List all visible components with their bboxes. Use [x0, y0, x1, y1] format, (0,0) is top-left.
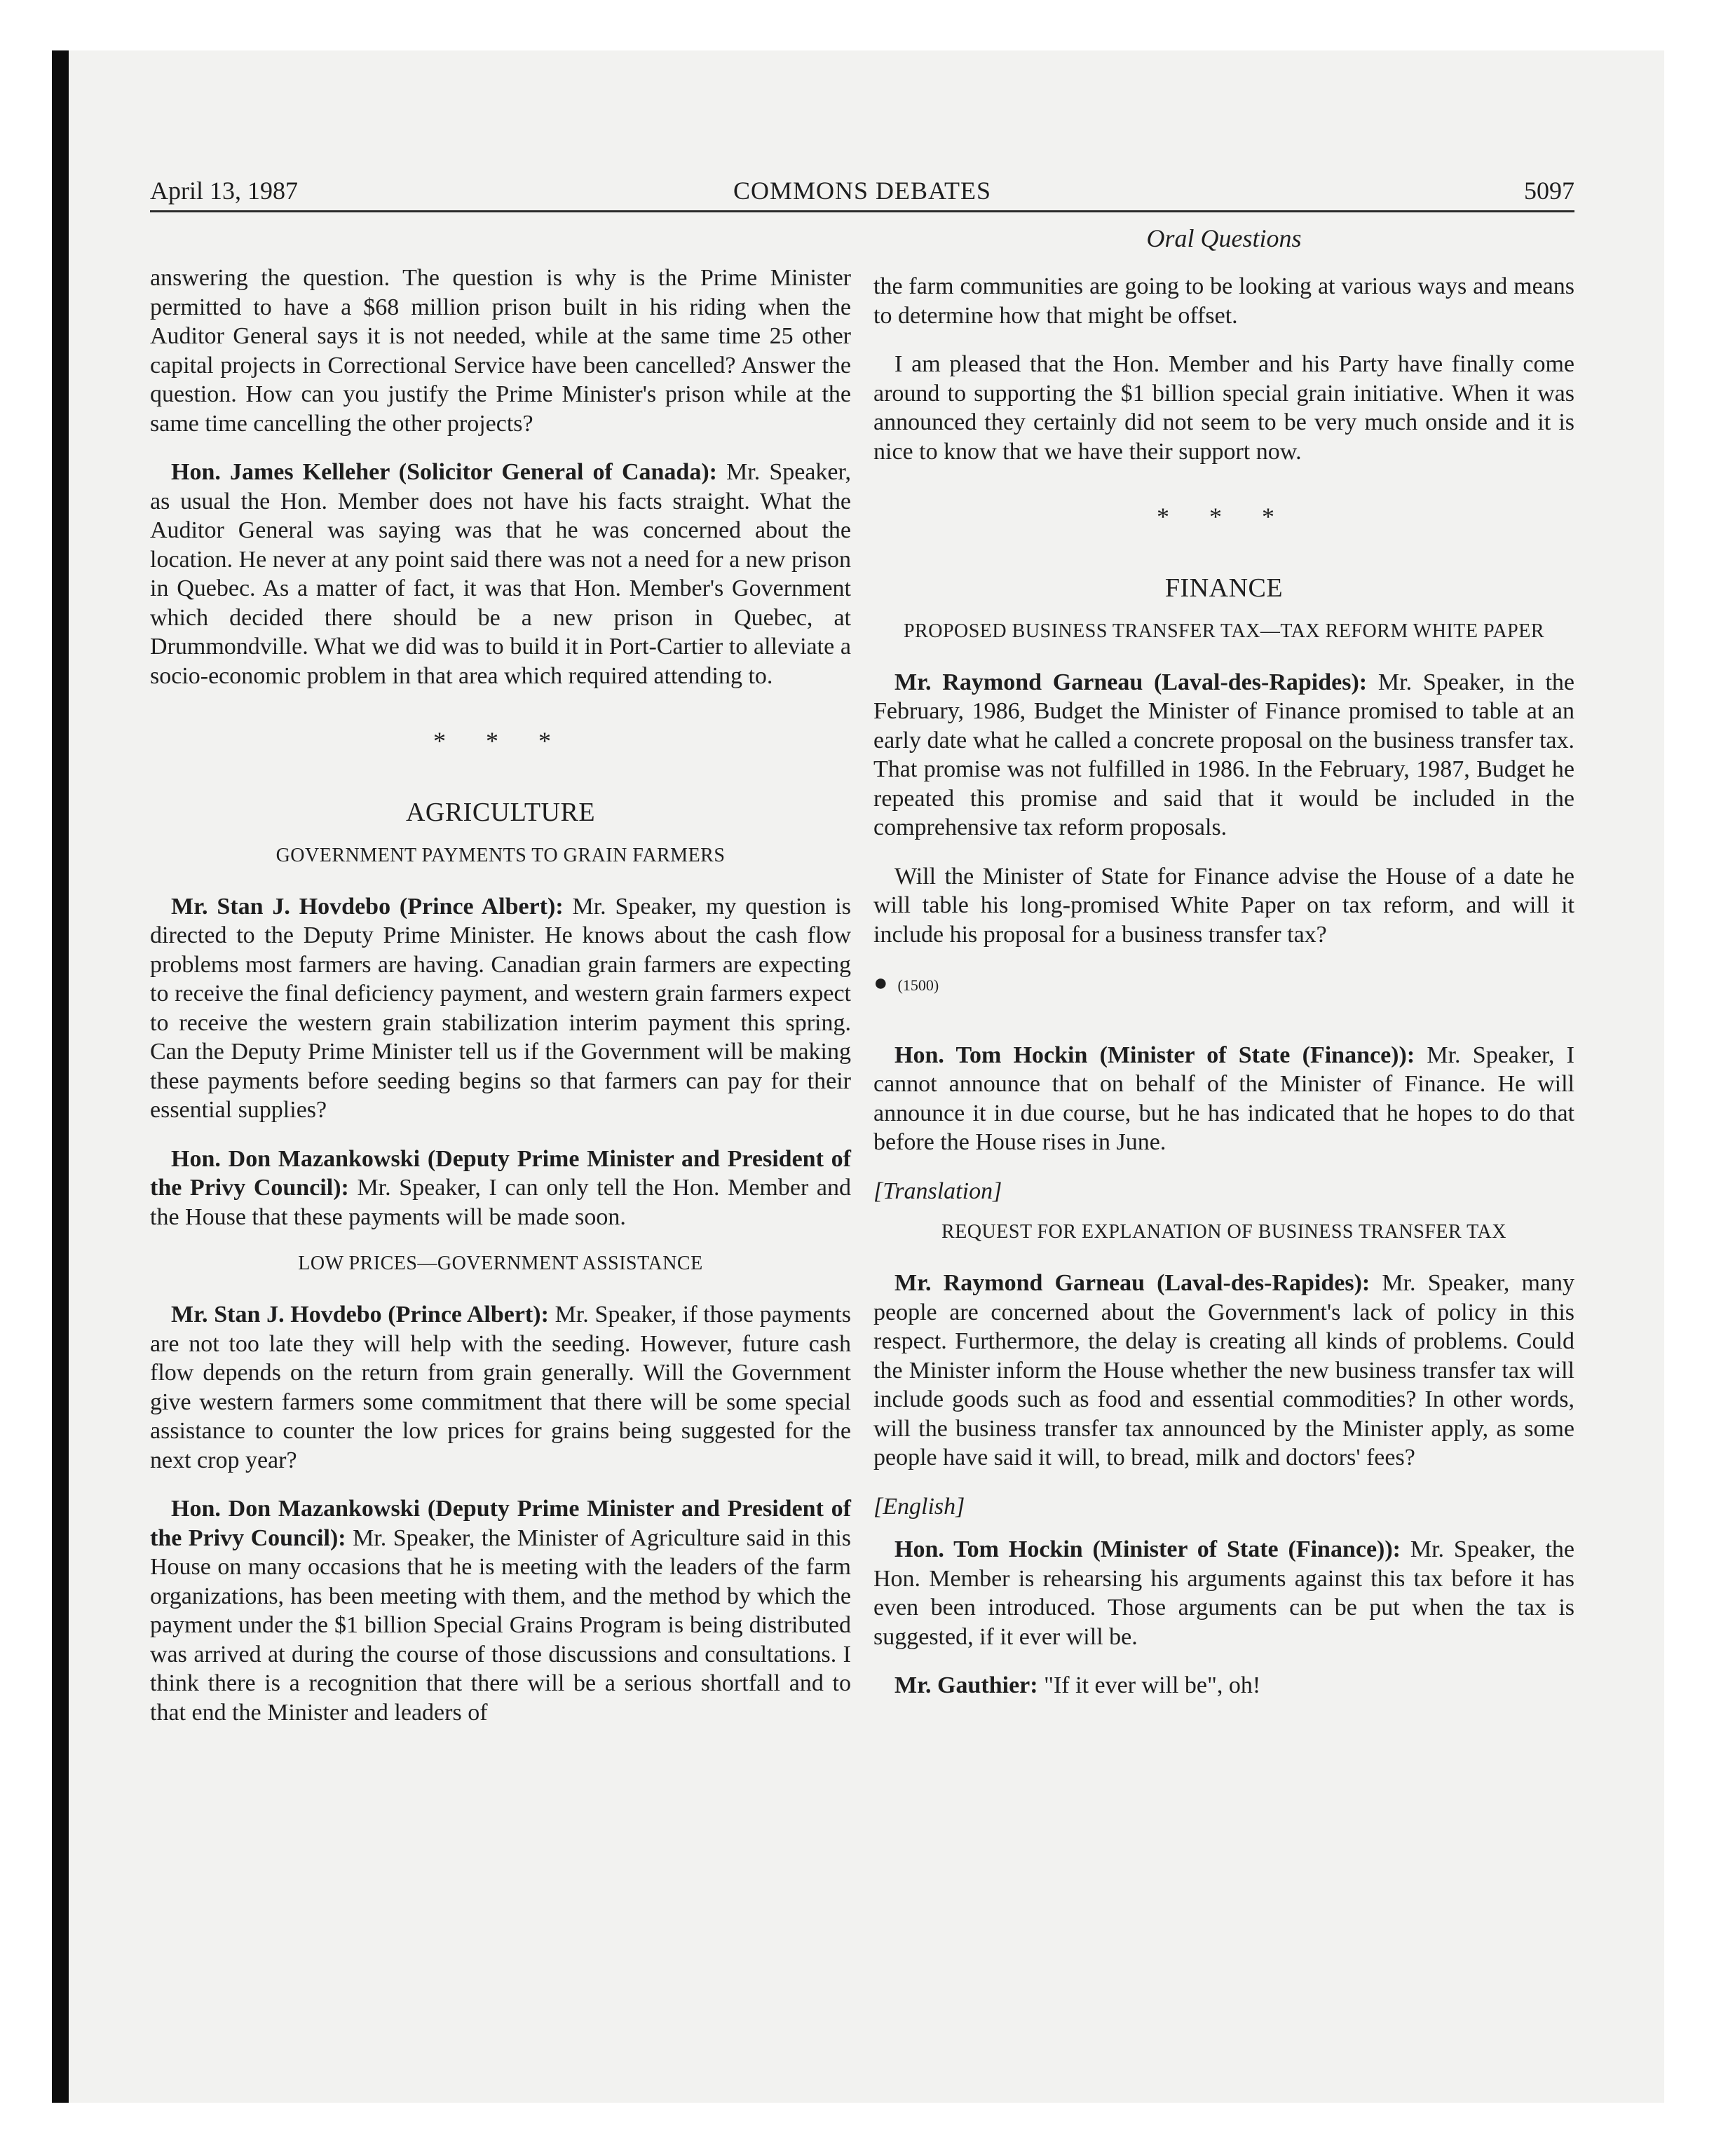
speaker-name: Mr. Raymond Garneau (Laval-des-Rapides):	[894, 1270, 1370, 1296]
paragraph	[150, 1494, 851, 1727]
header-page-number: 5097	[1524, 177, 1574, 205]
speaker-name: Mr. Stan J. Hovdebo (Prince Albert):	[171, 893, 564, 920]
speech-text: Mr. Speaker, the Minister of Agriculture said in this House on many occasions that he is meeting with the leaders of the farm organizations, has been meeting with them, and the method by which the payment under the $1 billion Special Grains Program is being distributed was arrived at during the course of those discussions and consultations. I think there is a recognition that there will be a serious shortfall and to that end the Minister and leaders of	[150, 1524, 851, 1726]
paragraph	[873, 1535, 1574, 1651]
speaker-name: Mr. Gauthier:	[894, 1672, 1038, 1698]
section-label: Oral Questions	[1146, 224, 1302, 252]
section-heading: FINANCE	[1164, 573, 1284, 603]
speech-text: Mr. Speaker, my question is directed to the Deputy Prime Minister. He knows about the cash flow problems most farmers are having. Canadian grain farmers are expecting to receive the final deficiency payment, and western grain farmers expect to receive the western grain stabilization interim payment this spring. Can the Deputy Prime Minister tell us if the Government will be making these payments before seeding begins so that farmers can pay for their essential supplies?	[150, 893, 851, 1123]
speaker-name: Hon. Don Mazankowski (Deputy Prime Minister and President of the Privy Council):	[150, 1496, 851, 1551]
paragraph	[873, 1671, 1574, 1700]
subsection-heading: LOW PRICES—GOVERNMENT ASSISTANCE	[298, 1253, 703, 1274]
speaker-name: Hon. Tom Hockin (Minister of State (Finance)):	[894, 1536, 1401, 1562]
section-divider: * * *	[433, 727, 568, 755]
paragraph	[150, 458, 851, 690]
subsection-heading: GOVERNMENT PAYMENTS TO GRAIN FARMERS	[275, 844, 726, 866]
paragraph	[873, 1269, 1574, 1473]
scan-border	[52, 50, 69, 2103]
speech-text: Mr. Speaker, as usual the Hon. Member does not have his facts straight. What the Auditor General was saying was that he was concerned about the location. He never at any point said there was not a need for a new prison in Quebec. As a matter of fact, it was that Hon. Member's Government which decided there should be a new prison in Quebec, at Drummondville. What we did was to build it in Port-Cartier to alleviate a socio-economic problem in that area which required attending to.	[150, 459, 851, 689]
section-heading: AGRICULTURE	[405, 797, 596, 827]
speaker-name: Hon. Don Mazankowski (Deputy Prime Minister and President of the Privy Council):	[150, 1145, 851, 1201]
speech-text: Mr. Speaker, many people are concerned about the Government's lack of policy in this respect. Furthermore, the delay is creating all kinds of problems. Could the Minister inform the House whether the new business transfer tax will include goods such as food and essential commodities? In other words, will the business transfer tax announced by the Minister apply, as some people have said it will, to bread, milk and doctors' fees?	[873, 1270, 1575, 1471]
paragraph: I am pleased that the Hon. Member and his Party have finally come around to supporting the $1 billion special grain initiative. When it was announced they certainly did not seem to be very much onside and it is nice to know that we have their support now.	[873, 351, 1574, 465]
right-column	[873, 224, 1574, 1720]
speech-text: Mr. Speaker, I can only tell the Hon. Member and the House that these payments will be made soon.	[150, 1175, 851, 1230]
paragraph: answering the question. The question is why is the Prime Minister permitted to have a $68 million prison built in his riding when the Auditor General says it is not needed, while at the same time 25 other capital projects in Correctional Service have been cancelled? Answer the question. How can you justify the Prime Minister's prison while at the same time cancelling the other projects?	[150, 265, 851, 437]
subsection-heading: REQUEST FOR EXPLANATION OF BUSINESS TRANSFER TAX	[941, 1221, 1506, 1243]
paragraph: the farm communities are going to be looking at various ways and means to determine how that might be offset.	[873, 273, 1574, 329]
paragraph	[150, 1145, 851, 1232]
subsection-heading: PROPOSED BUSINESS TRANSFER TAX—TAX REFORM WHITE PAPER	[903, 620, 1545, 642]
left-column	[150, 264, 851, 1747]
header-date: April 13, 1987	[150, 177, 298, 205]
bullet-icon: ●	[873, 970, 888, 996]
paragraph: Will the Minister of State for Finance advise the House of a date he will table his long-promised White Paper on tax reform, and will it include his proposal for a business transfer tax?	[873, 863, 1574, 948]
timestamp-text: (1500)	[897, 976, 939, 994]
section-divider: * * *	[1157, 503, 1291, 531]
speech-text: "If it ever will be", oh!	[1037, 1672, 1261, 1698]
running-header	[150, 171, 1574, 212]
speech-text: Mr. Speaker, the Hon. Member is rehearsing his arguments against this tax before it has even been introduced. Those arguments can be put when the tax is suggested, if it ever will be.	[873, 1536, 1574, 1650]
paragraph	[873, 1041, 1574, 1157]
speaker-name: Mr. Stan J. Hovdebo (Prince Albert):	[171, 1302, 549, 1328]
language-marker: [English]	[873, 1493, 965, 1520]
speaker-name: Hon. James Kelleher (Solicitor General of Canada):	[171, 459, 717, 485]
header-publication: COMMONS DEBATES	[733, 177, 992, 205]
speech-text: Mr. Speaker, if those payments are not too late they will help with the seeding. However, future cash flow depends on the return from grain generally. Will the Government give western farmers some commitment that there will be some special assistance to counter the low prices for grains being suggested for the next crop year?	[150, 1302, 851, 1473]
language-marker: [Translation]	[873, 1178, 1002, 1204]
paragraph	[873, 668, 1574, 842]
paragraph	[150, 892, 851, 1125]
paragraph	[150, 1300, 851, 1475]
speech-text: Mr. Speaker, I cannot announce that on behalf of the Minister of Finance. He will announce it in due course, but he has indicated that he hopes to do that before the House rises in June.	[873, 1042, 1574, 1155]
speech-text: Mr. Speaker, in the February, 1986, Budget the Minister of Finance promised to table at an early date what he called a concrete proposal on the business transfer tax. That promise was not fulfilled in 1986. In the February, 1987, Budget he repeated this promise and said that it would be included in the comprehensive tax reform proposals.	[873, 669, 1575, 840]
speaker-name: Hon. Tom Hockin (Minister of State (Finance)):	[894, 1042, 1415, 1068]
timestamp	[873, 969, 1574, 1000]
speaker-name: Mr. Raymond Garneau (Laval-des-Rapides):	[894, 669, 1368, 695]
